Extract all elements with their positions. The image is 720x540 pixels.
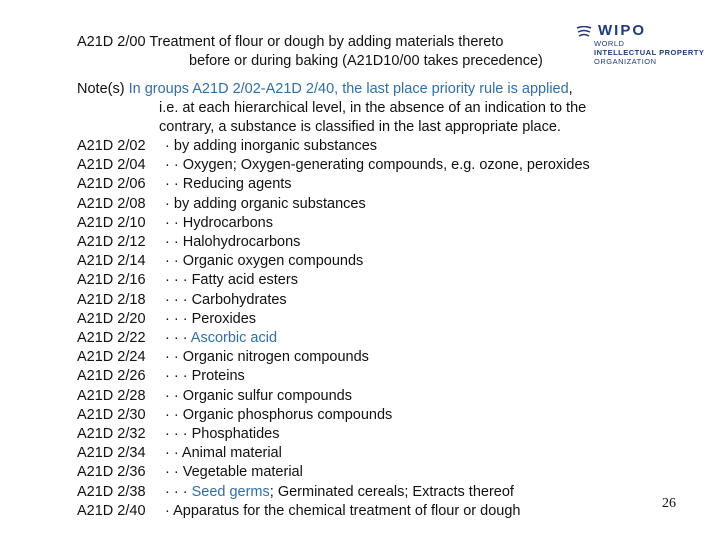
item-code: A21D 2/04 [77, 157, 146, 174]
item-text: Fatty acid esters [191, 272, 298, 289]
list-item [77, 310, 590, 329]
item-dots: · [165, 195, 170, 212]
note-highlight: In groups A21D 2/02-A21D 2/40, the last place priority rule is applied [128, 81, 569, 97]
item-code: A21D 2/20 [77, 310, 146, 327]
item-dots: · · [165, 406, 179, 423]
list-item [77, 348, 590, 367]
list-item [77, 367, 590, 386]
note-label: Note(s) [77, 81, 125, 97]
wipo-logo [576, 22, 704, 66]
item-text: Peroxides [191, 310, 257, 327]
item-text: Apparatus for the chemical treatment of flour or dough [173, 502, 521, 519]
item-code: A21D 2/18 [77, 291, 146, 308]
item-dots: · · · [165, 272, 188, 289]
item-code: A21D 2/36 [77, 464, 146, 481]
classification-list [77, 137, 590, 521]
item-dots: · [165, 502, 170, 519]
item-text: Organic oxygen compounds [182, 253, 364, 270]
item-code: A21D 2/10 [77, 214, 146, 231]
item-dots: · · [165, 464, 179, 481]
item-dots: · · · [165, 330, 188, 347]
item-text: by adding organic substances [173, 195, 366, 212]
item-dots: · · [165, 157, 179, 174]
item-dots: · · [165, 253, 179, 270]
item-code: A21D 2/40 [77, 502, 146, 519]
item-text: Hydrocarbons [182, 214, 273, 231]
title-line-1 [77, 33, 543, 52]
item-code: A21D 2/24 [77, 349, 146, 366]
document-title [77, 33, 543, 71]
item-code: A21D 2/08 [77, 195, 146, 212]
item-text: Organic sulfur compounds [182, 387, 352, 404]
item-dots: · · · [165, 310, 188, 327]
list-item [77, 291, 590, 310]
list-item [77, 195, 590, 214]
title-line-2: before or during baking (A21D10/00 takes precedence) [189, 53, 543, 69]
list-item [77, 156, 590, 175]
item-text: Phosphatides [191, 426, 280, 443]
item-code: A21D 2/26 [77, 368, 146, 385]
title-code: A21D 2/00 [77, 34, 146, 50]
wipo-emblem-icon [576, 26, 592, 40]
list-item [77, 463, 590, 482]
logo-line-1: WORLD [594, 39, 625, 48]
item-dots: · · · [165, 291, 188, 308]
item-text-rest: ; Germinated cereals; Extracts thereof [269, 483, 514, 500]
item-code: A21D 2/30 [77, 406, 146, 423]
item-text: Proteins [191, 368, 245, 385]
item-text: Organic nitrogen compounds [182, 349, 369, 366]
item-text: Halohydrocarbons [182, 234, 301, 251]
list-item [77, 406, 590, 425]
note-line-1 [77, 80, 677, 99]
item-dots: · · [165, 234, 179, 251]
list-item [77, 502, 590, 521]
item-code: A21D 2/06 [77, 176, 146, 193]
list-item [77, 175, 590, 194]
list-item [77, 483, 590, 502]
list-item [77, 252, 590, 271]
item-text: Carbohydrates [191, 291, 287, 308]
item-text: Reducing agents [182, 176, 292, 193]
item-dots: · · [165, 445, 179, 462]
logo-subtitle [594, 39, 704, 66]
item-highlight: Seed germs [191, 483, 270, 500]
logo-line-3: ORGANIZATION [594, 57, 657, 66]
list-item [77, 329, 590, 348]
item-code: A21D 2/14 [77, 253, 146, 270]
item-code: A21D 2/22 [77, 330, 146, 347]
page-number: 26 [662, 496, 676, 511]
item-text: Oxygen; Oxygen-generating compounds, e.g. ozone, peroxides [182, 157, 590, 174]
item-dots: · · [165, 214, 179, 231]
item-dots: · · [165, 176, 179, 193]
item-text: Vegetable material [182, 464, 303, 481]
item-code: A21D 2/28 [77, 387, 146, 404]
logo-name: WIPO [598, 22, 646, 39]
note-line-2: i.e. at each hierarchical level, in the absence of an indication to the [159, 100, 587, 117]
item-code: A21D 2/34 [77, 445, 146, 462]
list-item [77, 137, 590, 156]
list-item [77, 444, 590, 463]
item-text: by adding inorganic substances [173, 138, 378, 154]
title-text: Treatment of flour or dough by adding materials thereto [149, 34, 504, 50]
item-code: A21D 2/16 [77, 272, 146, 289]
item-dots: · · · [165, 368, 188, 385]
note-line-3: contrary, a substance is classified in the last appropriate place. [159, 119, 561, 136]
list-item [77, 271, 590, 290]
item-highlight: Ascorbic acid [190, 330, 278, 347]
note-block [77, 80, 677, 138]
item-code: A21D 2/38 [77, 483, 146, 500]
item-dots: · · [165, 349, 179, 366]
item-code: A21D 2/32 [77, 426, 146, 443]
item-text: Animal material [181, 445, 282, 462]
item-code: A21D 2/02 [77, 138, 146, 154]
list-item [77, 233, 590, 252]
item-code: A21D 2/12 [77, 234, 146, 251]
item-dots: · · [165, 387, 179, 404]
item-text: Organic phosphorus compounds [182, 406, 393, 423]
list-item [77, 425, 590, 444]
item-dots: · · · [165, 426, 188, 443]
list-item [77, 387, 590, 406]
list-item [77, 214, 590, 233]
logo-line-2: INTELLECTUAL PROPERTY [594, 48, 705, 57]
item-dots: · · · [165, 483, 188, 500]
item-dots: · [165, 138, 170, 154]
note-comma: , [568, 81, 573, 97]
